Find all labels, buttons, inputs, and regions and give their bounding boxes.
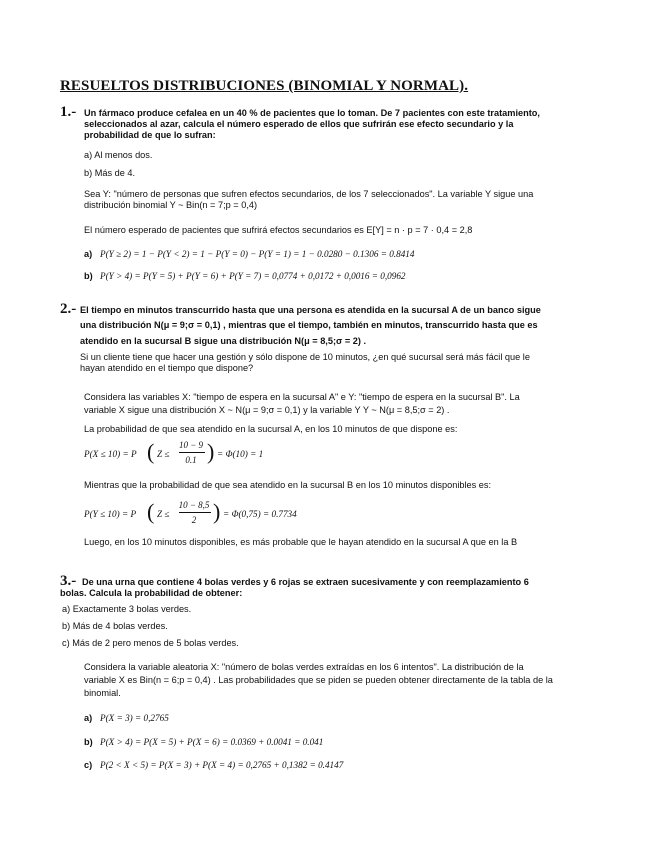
- problem-2-solution-line: Considera las variables X: "tiempo de espera en la sucursal A" e Y: "tiempo de espera en la sucursal B". La: [84, 392, 520, 402]
- problem-2-question-line: hayan atendido en el tiempo que dispone?: [80, 363, 254, 373]
- problem-1-answer-label: b): [84, 271, 93, 281]
- problem-3-solution-line: Considera la variable aleatoria X: "número de bolas verdes extraídas en los 6 intentos". La distribución de la: [84, 662, 524, 672]
- problem-2-number: 2.-: [60, 301, 77, 317]
- problem-3-option: a) Exactamente 3 bolas verdes.: [62, 604, 192, 614]
- equation-1-fraction-bar: [179, 452, 205, 453]
- problem-3-statement-line: bolas. Calcula la probabilidad de obtener:: [60, 588, 243, 598]
- problem-1-solution-line: El número esperado de pacientes que sufrirá efectos secundarios es E[Y] = n · p = 7 · 0,4 = 2,8: [84, 225, 473, 235]
- problem-1-option: b) Más de 4.: [84, 168, 136, 178]
- problem-2-middle-text: Mientras que la probabilidad de que sea atendido en la sucursal B en los 10 minutos disponibles es:: [84, 480, 492, 490]
- problem-1-answer-label: a): [84, 249, 93, 259]
- problem-3-statement-line: De una urna que contiene 4 bolas verdes y 6 rojas se extraen sucesivamente y con reemplazamiento 6: [82, 577, 529, 587]
- equation-2-fraction-bar: [179, 512, 211, 513]
- equation-1-numerator: 10 − 9: [178, 440, 204, 450]
- equation-2-left: P(Y ≤ 10) = P: [84, 509, 137, 519]
- equation-1-left: P(X ≤ 10) = P: [84, 449, 137, 459]
- problem-2-statement-line: una distribución N(μ = 9;σ = 0,1) , mientras que el tiempo, también en minutos, transcurrido hasta que es: [80, 320, 538, 330]
- equation-1-denominator: 0.1: [185, 455, 197, 465]
- problem-2-solution-line: La probabilidad de que sea atendido en la sucursal A, en los 10 minutos de que dispone es:: [84, 424, 458, 434]
- problem-3-option: c) Más de 2 pero menos de 5 bolas verdes.: [62, 638, 239, 648]
- problem-2-solution-line: variable X sigue una distribución X ~ N(μ = 9;σ = 0,1) y la variable Y Y ~ N(μ = 8,5;σ = 2) .: [84, 405, 450, 415]
- problem-3-answer-label: a): [84, 713, 93, 723]
- problem-2-conclusion: Luego, en los 10 minutos disponibles, es más probable que le hayan atendido en la sucursal A que en la B: [84, 537, 518, 547]
- problem-3-answer-label: c): [84, 760, 93, 770]
- equation-1-close-paren: ): [207, 439, 215, 464]
- problem-1-statement-line: seleccionados al azar, calcula el número esperado de ellos que sufrirán ese efecto secundario y la: [84, 119, 514, 129]
- problem-1-statement-line: probabilidad de que lo sufran:: [84, 130, 216, 140]
- equation-1-open-paren: (: [147, 439, 155, 464]
- problem-1-option: a) Al menos dos.: [84, 150, 153, 160]
- equation-2-inner: Z ≤: [157, 509, 170, 519]
- problem-3-number: 3.-: [60, 573, 77, 589]
- problem-2-statement-line: El tiempo en minutos transcurrido hasta que una persona es atendida en la sucursal A de un banco sigue: [80, 305, 541, 315]
- problem-3-answer-expression: P(X = 3) = 0,2765: [100, 713, 169, 723]
- equation-2-right: = Φ(0,75) = 0.7734: [223, 509, 297, 519]
- problem-2-statement-line: atendido en la sucursal B sigue una distribución N(μ = 8,5;σ = 2) .: [80, 336, 367, 346]
- page-title: RESUELTOS DISTRIBUCIONES (BINOMIAL Y NORMAL).: [60, 78, 469, 94]
- problem-3-option: b) Más de 4 bolas verdes.: [62, 621, 168, 631]
- problem-1-statement-line: Un fármaco produce cefalea en un 40 % de pacientes que lo toman. De 7 pacientes con este tratamiento,: [84, 108, 540, 118]
- problem-1-solution-line: distribución binomial Y ~ Bin(n = 7;p = 0,4): [84, 200, 258, 210]
- equation-2-close-paren: ): [213, 499, 221, 524]
- equation-2-open-paren: (: [147, 499, 155, 524]
- problem-3-solution-line: variable X es Bin(n = 6;p = 0,4) . Las probabilidades que se piden se pueden obtener directamente de la tabla de la: [84, 675, 553, 685]
- problem-1-number: 1.-: [60, 104, 77, 120]
- problem-3-answer-label: b): [84, 737, 93, 747]
- problem-1-answer-expression: P(Y ≥ 2) = 1 − P(Y < 2) = 1 − P(Y = 0) − P(Y = 1) = 1 − 0.0280 − 0.1306 = 0.8414: [100, 249, 415, 259]
- equation-1-right: = Φ(10) = 1: [217, 449, 264, 459]
- problem-3-solution-line: binomial.: [84, 688, 121, 698]
- problem-2-question-line: Si un cliente tiene que hacer una gestión y sólo dispone de 10 minutos, ¿en qué sucursal será más fácil que le: [80, 352, 530, 362]
- problem-1-answer-expression: P(Y > 4) = P(Y = 5) + P(Y = 6) + P(Y = 7) = 0,0774 + 0,0172 + 0,0016 = 0,0962: [100, 271, 406, 281]
- equation-2-numerator: 10 − 8,5: [178, 500, 210, 510]
- equation-2-denominator: 2: [191, 515, 197, 525]
- problem-1-solution-line: Sea Y: "número de personas que sufren efectos secundarios, de los 7 seleccionados". La variable Y sigue una: [84, 189, 534, 199]
- problem-3-answer-expression: P(X > 4) = P(X = 5) + P(X = 6) = 0.0369 + 0.0041 = 0.041: [100, 737, 324, 747]
- problem-3-answer-expression: P(2 < X < 5) = P(X = 3) + P(X = 4) = 0,2765 + 0,1382 = 0.4147: [100, 760, 344, 770]
- equation-1-inner: Z ≤: [157, 449, 170, 459]
